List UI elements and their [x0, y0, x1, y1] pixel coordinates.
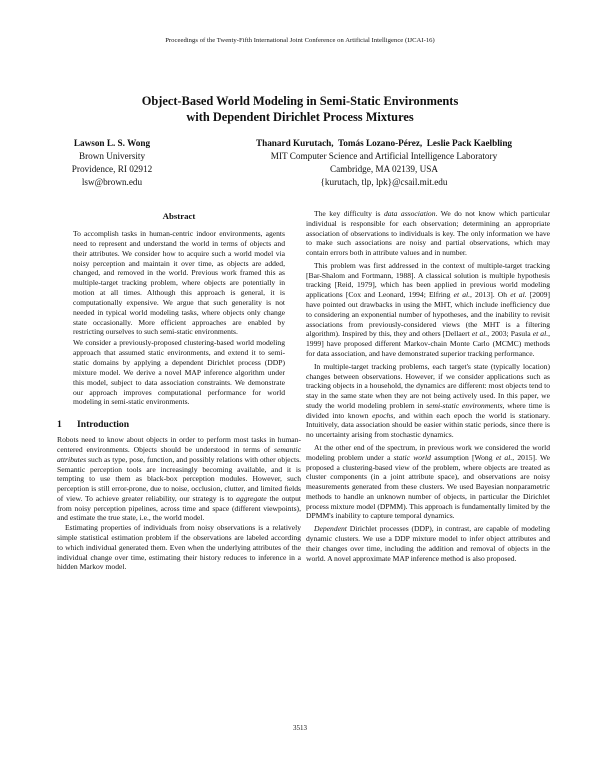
body-paragraph-2: This problem was first addressed in the context of multiple-target tracking [Bar-Shalom and Fortmann, 1988]. A classical solution is multiple hypothesis tracking [Reid, 1979], which has been applied in previous world modeling applications [Cox and Leonard, 1994; Elfring et al., 2013]. Oh et al. [2009] have pointed out drawbacks in using the MHT, which include inefficiency due to considering an exponential number of hypotheses, and the inability to revisit associations from previously-considered views (the MHT is a filtering algorithm). Inspired by this, they and others [Dellaert et al., 2003; Pasula et al., 1999] have proposed different Markov-chain Monte Carlo (MCMC) methods for data association, and have demonstrated superior tracking performance.: [306, 260, 551, 358]
section-number: 1: [57, 419, 62, 431]
body-paragraph-5: Dependent Dirichlet processes (DDP), in contrast, are capable of modeling dynamic clusters. We use a DDP mixture model to infer object attributes and their changes over time, including the addition and removal of objects in the world. A novel approximate MAP inference method is also proposed.: [306, 524, 550, 563]
left-column: [57, 209, 301, 572]
abstract-heading: Abstract: [162, 211, 196, 221]
body-paragraph-1: The key difficulty is data association. We do not know which particular individual is responsible for each observation; determining an appropriate association of observations to individuals is key. The only information we have to make such associations are noisy and partial observations, which may contain errors both in attribute values and in number.: [306, 209, 550, 258]
section-title: Introduction: [77, 419, 130, 431]
abstract-paragraph-1: To accomplish tasks in human-centric indoor environments, agents need to represent and understand the world in terms of objects and their attributes. We consider how to acquire such a world model via noisy perception and maintain it over time, as objects are added, changed, and removed in the world. Previous work framed this as multiple-target tracking problem, where objects are potentially in motion at all times. Although this approach is general, it is computationally expensive. We argue that such generality is not needed in typical world modeling tasks, where objects only change state occasionally. More efficient approaches are enabled by restricting ourselves to such semi-static environments.: [73, 229, 285, 337]
author-affiliation: Brown University: [78, 151, 146, 161]
right-column: [306, 209, 550, 566]
introduction-paragraph-1: Robots need to know about objects in order to perform most tasks in human-centered environments. Objects should be understood in terms of semantic attributes such as type, pose, function, and possibly relations with other objects. Semantic perception tools are increasingly becoming available, and it is tempting to use them as black-box perception modules. However, such perception is still error-prone, due to noise, occlusion, clutter, and limited fields of view. To achieve greater reliability, our strategy is to aggregate the output from noisy perception pipelines, across time and space (different viewpoints), and estimate the true state, i.e., the world model.: [57, 435, 301, 523]
abstract-body: [57, 229, 301, 407]
body-paragraph-4: At the other end of the spectrum, in previous work we considered the world modeling problem under a static world assumption [Wong et al., 2015]. We proposed a clustering-based view of the problem, where objects are treated as cluster components (in a joint attribute space), and observations are noisy measurements generated from these clusters. We used Bayesian nonparametric methods to handle an unknown number of objects, in particular the Dirichlet process mixture model (DPMM). This approach is fundamentally limited by the DPMM's inability to capture temporal dynamics.: [306, 442, 550, 521]
author-affiliation: MIT Computer Science and Artificial Intelligence Laboratory: [270, 151, 498, 161]
paper-title: [60, 94, 540, 125]
author-name: Lawson L. S. Wong: [73, 138, 151, 148]
title-line-1: Object-Based World Modeling in Semi-Static Environments: [141, 94, 459, 108]
body-paragraph-3: In multiple-target tracking problems, each target's state (typically location) changes between observations. However, if we consider applications such as tracking objects in a household, the dynamics are different: most objects tend to stay in the same state when they are not being actively used. In this paper, we study the world modeling problem in semi-static environments, where time is divided into known epochs, and within each epoch the world is stationary. Intuitively, data association should be easier within static periods, since there is no uncertainty arising from stochastic dynamics.: [306, 361, 550, 440]
author-email: lsw@brown.edu: [81, 177, 143, 187]
author-location: Providence, RI 02912: [71, 164, 153, 174]
author-block-1: [52, 137, 172, 189]
page-number: 3513: [293, 724, 307, 732]
introduction-paragraph-2: Estimating properties of individuals from noisy observations is a relatively simple statistical estimation problem if the observations are labeled according to which individual generated them. Even when the underlying attributes of the individual change over time, estimating their history reduces to inference in a hidden Markov model.: [57, 523, 301, 572]
abstract-paragraph-2: We consider a previously-proposed clustering-based world modeling approach that assumed static environments, and extend it to semi-static domains by applying a dependent Dirichlet process (DDP) mixture model. We derive a novel MAP inference algorithm under this model, subject to data association constraints. We demonstrate our approach improves computational performance for world modeling in semi-static environments.: [73, 338, 285, 407]
author-location: Cambridge, MA 02139, USA: [330, 164, 438, 174]
author-block-2: [196, 137, 572, 189]
title-line-2: with Dependent Dirichlet Process Mixtures: [186, 109, 414, 124]
section-heading-introduction: [57, 419, 301, 431]
author-names: Thanard Kurutach, Tomás Lozano-Pérez, Leslie Pack Kaelbling: [255, 138, 513, 148]
proceedings-header: Proceedings of the Twenty-Fifth International Joint Conference on Artificial Intelligence (IJCAI-16): [165, 37, 435, 44]
author-email: {kurutach, tlp, lpk}@csail.mit.edu: [320, 177, 448, 187]
